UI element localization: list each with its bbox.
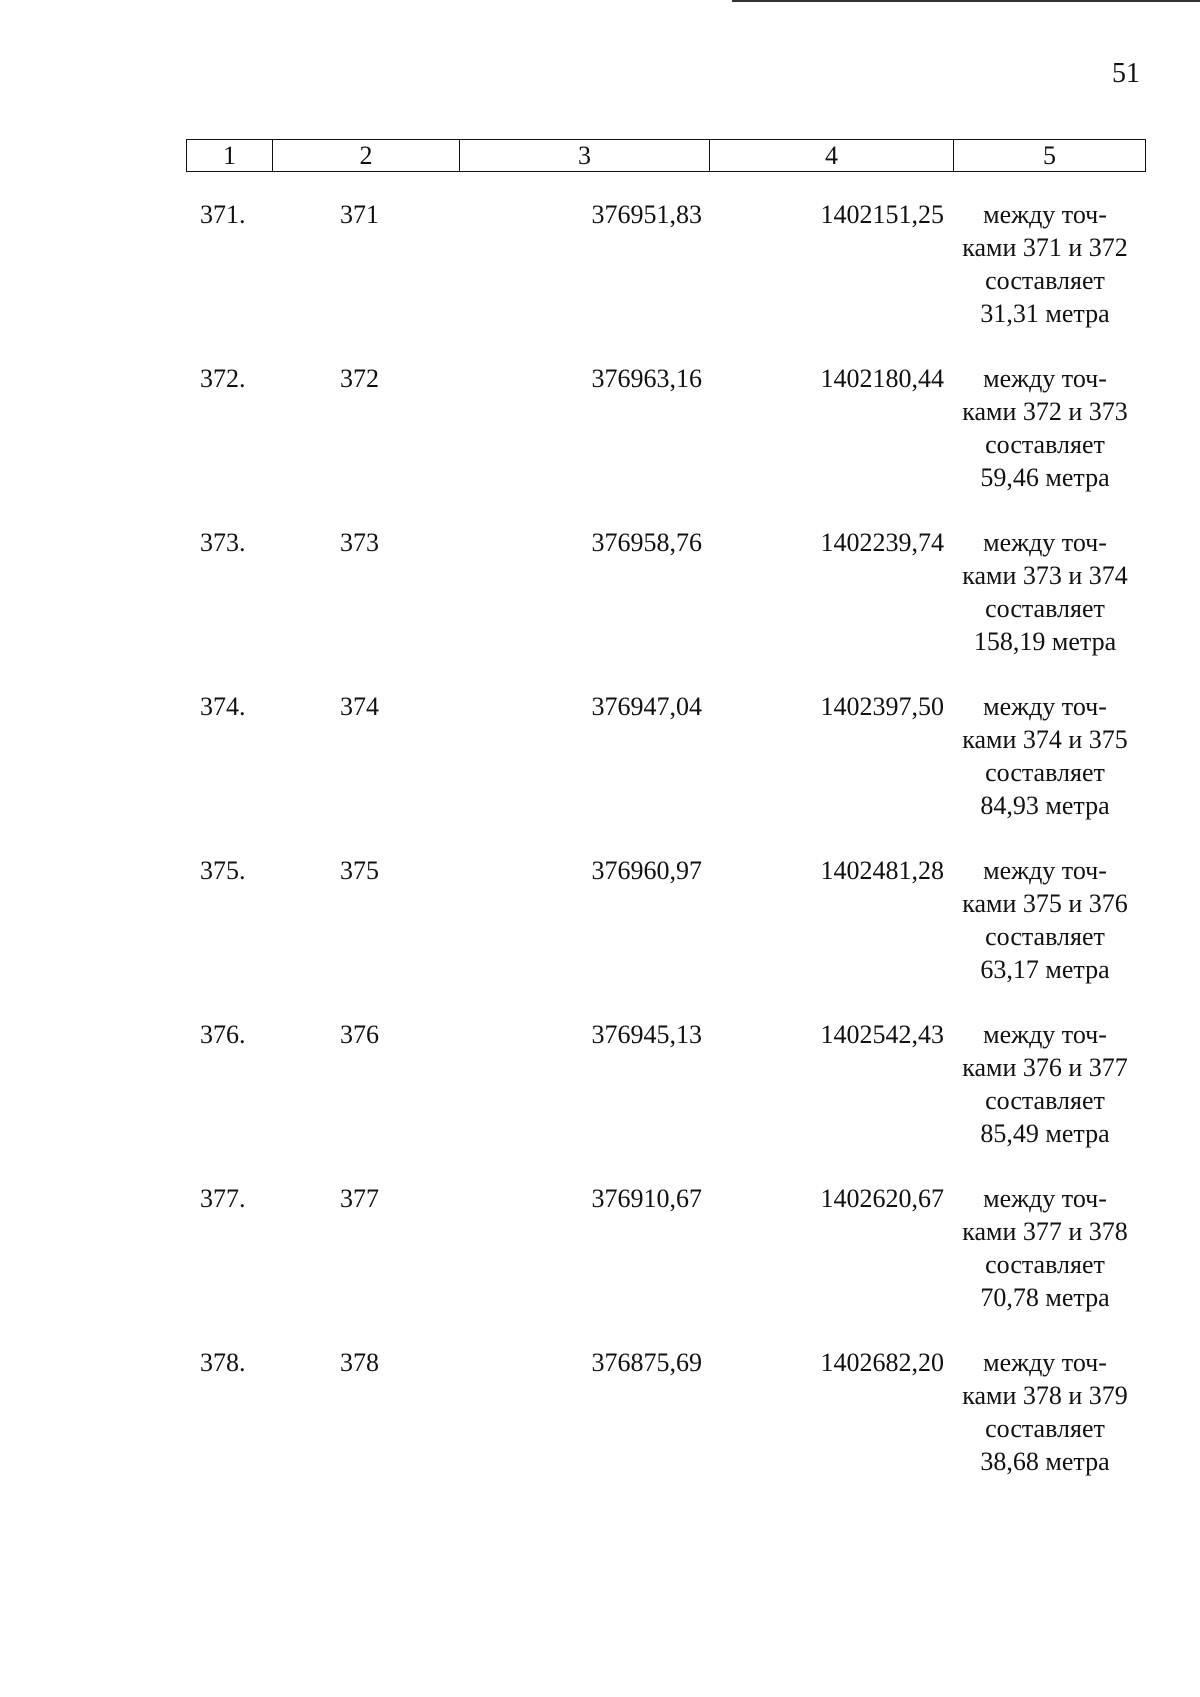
table-row xyxy=(0,1346,1200,1510)
point-number: 377 xyxy=(340,1184,379,1213)
row-number: 373. xyxy=(200,528,246,557)
row-number: 374. xyxy=(200,692,246,721)
row-number: 375. xyxy=(200,856,246,885)
distance-description-line: ками 372 и 373 xyxy=(962,397,1128,426)
distance-description xyxy=(950,854,1140,986)
column-header-4: 4 xyxy=(710,140,954,172)
point-number: 373 xyxy=(340,528,379,557)
distance-description-line: между точ- xyxy=(983,364,1107,393)
coordinate-x: 376960,97 xyxy=(591,856,702,885)
column-header-2: 2 xyxy=(273,140,460,172)
coordinate-y: 1402542,43 xyxy=(820,1020,944,1049)
distance-description-line: составляет xyxy=(985,1414,1105,1443)
table-row xyxy=(0,526,1200,690)
distance-description-line: 38,68 метра xyxy=(980,1447,1110,1476)
distance-description-line: между точ- xyxy=(983,856,1107,885)
distance-description-line: составляет xyxy=(985,758,1105,787)
table-body xyxy=(0,198,1200,1510)
column-header-5: 5 xyxy=(954,140,1146,172)
coordinate-y: 1402151,25 xyxy=(820,200,944,229)
point-number: 374 xyxy=(340,692,379,721)
coordinate-x: 376910,67 xyxy=(591,1184,702,1213)
point-number: 375 xyxy=(340,856,379,885)
distance-description-line: ками 371 и 372 xyxy=(962,233,1128,262)
distance-description-line: 70,78 метра xyxy=(980,1283,1110,1312)
column-header-1: 1 xyxy=(187,140,273,172)
distance-description-line: ками 378 и 379 xyxy=(962,1381,1128,1410)
distance-description xyxy=(950,526,1140,658)
table-row xyxy=(0,1018,1200,1182)
coordinate-y: 1402239,74 xyxy=(820,528,944,557)
distance-description-line: между точ- xyxy=(983,1020,1107,1049)
distance-description xyxy=(950,1182,1140,1314)
table-row xyxy=(0,690,1200,854)
table-row xyxy=(0,198,1200,362)
distance-description-line: ками 375 и 376 xyxy=(962,889,1128,918)
distance-description-line: 84,93 метра xyxy=(980,791,1110,820)
coordinate-x: 376947,04 xyxy=(591,692,702,721)
coordinate-x: 376963,16 xyxy=(591,364,702,393)
distance-description-line: составляет xyxy=(985,266,1105,295)
distance-description-line: ками 377 и 378 xyxy=(962,1217,1128,1246)
coordinate-x: 376945,13 xyxy=(591,1020,702,1049)
point-number: 378 xyxy=(340,1348,379,1377)
distance-description-line: составляет xyxy=(985,1086,1105,1115)
row-number: 376. xyxy=(200,1020,246,1049)
distance-description xyxy=(950,1346,1140,1478)
distance-description xyxy=(950,690,1140,822)
point-number: 371 xyxy=(340,200,379,229)
coordinate-x: 376958,76 xyxy=(591,528,702,557)
distance-description-line: 85,49 метра xyxy=(980,1119,1110,1148)
distance-description-line: составляет xyxy=(985,922,1105,951)
distance-description-line: между точ- xyxy=(983,1184,1107,1213)
coordinate-x: 376951,83 xyxy=(591,200,702,229)
row-number: 372. xyxy=(200,364,246,393)
distance-description xyxy=(950,198,1140,330)
distance-description-line: составляет xyxy=(985,430,1105,459)
distance-description-line: между точ- xyxy=(983,1348,1107,1377)
distance-description-line: 63,17 метра xyxy=(980,955,1110,984)
row-number: 377. xyxy=(200,1184,246,1213)
row-number: 371. xyxy=(200,200,246,229)
distance-description-line: между точ- xyxy=(983,200,1107,229)
column-header-3: 3 xyxy=(460,140,710,172)
column-header-table xyxy=(186,139,1146,172)
distance-description-line: 31,31 метра xyxy=(980,299,1110,328)
distance-description-line: ками 376 и 377 xyxy=(962,1053,1128,1082)
coordinate-x: 376875,69 xyxy=(591,1348,702,1377)
table-row xyxy=(0,362,1200,526)
distance-description-line: 59,46 метра xyxy=(980,463,1110,492)
point-number: 376 xyxy=(340,1020,379,1049)
distance-description-line: между точ- xyxy=(983,528,1107,557)
table-row xyxy=(0,1182,1200,1346)
column-header-row xyxy=(187,140,1146,172)
distance-description-line: ками 373 и 374 xyxy=(962,561,1128,590)
table-row xyxy=(0,854,1200,1018)
distance-description-line: между точ- xyxy=(983,692,1107,721)
point-number: 372 xyxy=(340,364,379,393)
page-number: 51 xyxy=(1112,58,1140,89)
distance-description-line: составляет xyxy=(985,1250,1105,1279)
distance-description-line: составляет xyxy=(985,594,1105,623)
coordinate-y: 1402397,50 xyxy=(820,692,944,721)
distance-description xyxy=(950,1018,1140,1150)
distance-description-line: ками 374 и 375 xyxy=(962,725,1128,754)
distance-description-line: 158,19 метра xyxy=(973,627,1117,656)
coordinate-y: 1402682,20 xyxy=(820,1348,944,1377)
coordinate-y: 1402620,67 xyxy=(820,1184,944,1213)
top-rule xyxy=(732,0,1200,2)
coordinate-y: 1402481,28 xyxy=(820,856,944,885)
distance-description xyxy=(950,362,1140,494)
row-number: 378. xyxy=(200,1348,246,1377)
coordinate-y: 1402180,44 xyxy=(820,364,944,393)
